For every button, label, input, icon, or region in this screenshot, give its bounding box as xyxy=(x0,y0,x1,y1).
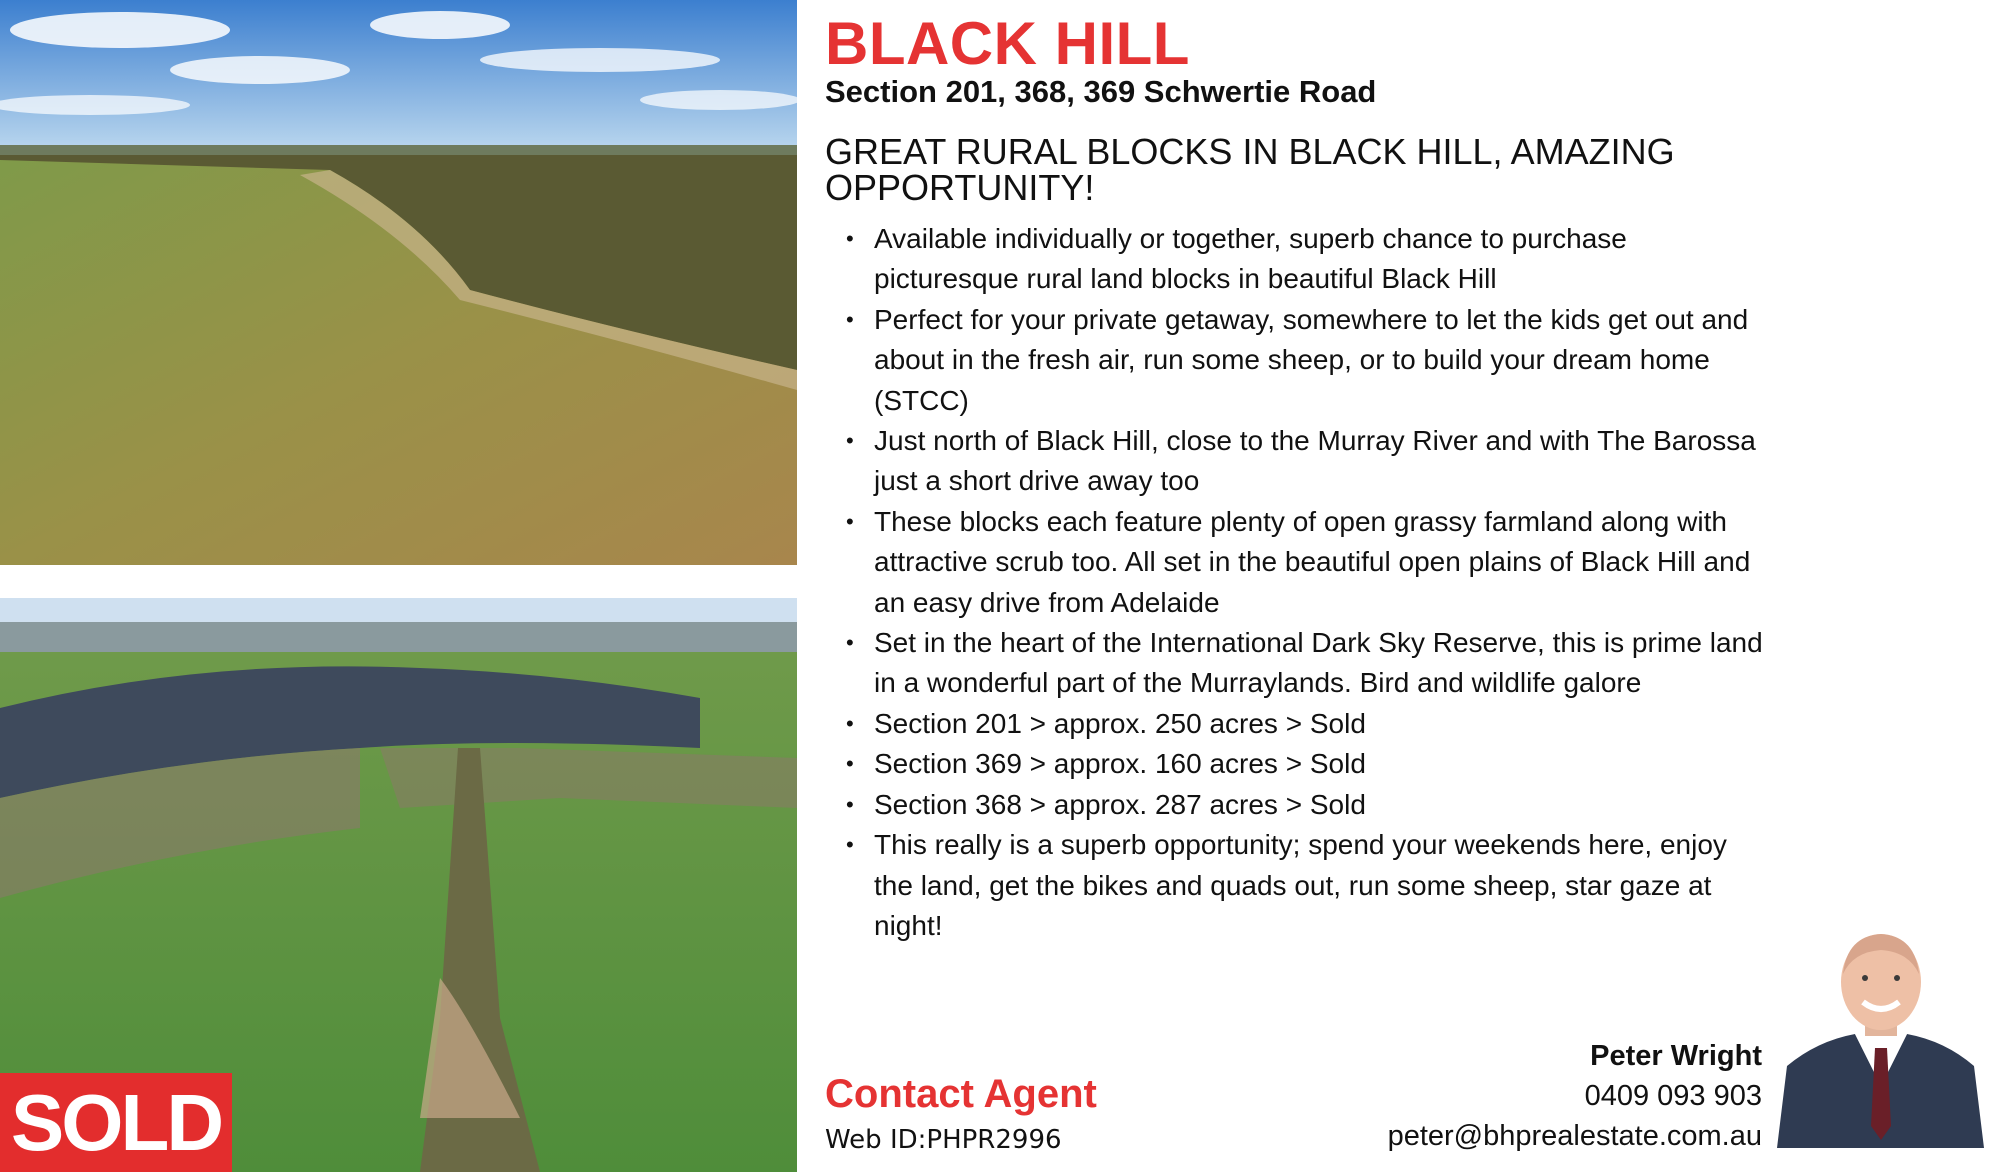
feature-text: Just north of Black Hill, close to the Murray River and with The Barossa just a short drive away too xyxy=(874,425,1756,497)
bullet-icon: • xyxy=(846,630,854,656)
bullet-icon: • xyxy=(846,791,854,817)
aerial-photo-top xyxy=(0,0,797,565)
bullet-icon: • xyxy=(846,428,854,454)
bullet-icon: • xyxy=(846,226,854,251)
sold-badge-label: SOLD xyxy=(10,1077,222,1167)
feature-text: This really is a superb opportunity; spend your weekends here, enjoy the land, get the bikes and quads out, run some sheep, star gaze at night! xyxy=(874,829,1727,941)
bullet-icon: • xyxy=(846,508,854,534)
feature-text: These blocks each feature plenty of open grassy farmland along with attractive scrub too. All set in the beautiful open plains of Black Hill and an easy drive from Adelaide xyxy=(874,505,1751,618)
feature-text: Set in the heart of the International Dark Sky Reserve, this is prime land in a wonderful part of the Murraylands. Bird and wildlife galore xyxy=(874,627,1763,699)
feature-item xyxy=(825,825,1765,946)
web-id: Web ID:PHPR2996 xyxy=(825,1125,1062,1155)
feature-item xyxy=(825,744,1765,784)
contact-agent-heading: Contact Agent xyxy=(825,1072,1097,1116)
listing-headline: GREAT RURAL BLOCKS IN BLACK HILL, AMAZING OPPORTUNITY! xyxy=(825,131,1675,208)
agent-details xyxy=(1388,1036,1762,1156)
feature-text: Section 368 > approx. 287 acres > Sold xyxy=(874,788,1366,820)
feature-text: Perfect for your private getaway, somewhere to let the kids get out and about in the fresh air, run some sheep, or to build your dream home (STCC) xyxy=(874,303,1749,416)
agent-phone-link[interactable]: 0409 093 903 xyxy=(1584,1080,1762,1112)
agent-name: Peter Wright xyxy=(1590,1040,1762,1072)
feature-item xyxy=(825,623,1765,704)
feature-text: Section 201 > approx. 250 acres > Sold xyxy=(874,707,1366,739)
bullet-icon: • xyxy=(846,710,854,736)
bullet-icon: • xyxy=(846,306,854,332)
agent-email-link[interactable]: peter@bhprealestate.com.au xyxy=(1387,1120,1762,1152)
sold-badge xyxy=(0,1073,232,1172)
feature-text: Available individually or together, superb chance to purchase picturesque rural land blocks in beautiful Black Hill xyxy=(874,223,1627,295)
feature-item xyxy=(825,785,1765,825)
feature-item xyxy=(825,704,1765,744)
feature-item xyxy=(825,421,1765,502)
bullet-icon: • xyxy=(846,751,854,777)
feature-text: Section 369 > approx. 160 acres > Sold xyxy=(874,748,1366,780)
feature-item xyxy=(825,300,1765,421)
listing-address: Section 201, 368, 369 Schwertie Road xyxy=(825,74,1377,109)
feature-list xyxy=(825,219,1765,946)
feature-item xyxy=(825,502,1765,623)
listing-title: BLACK HILL xyxy=(825,10,1190,77)
agent-headshot xyxy=(1777,926,1984,1148)
feature-item xyxy=(825,219,1765,300)
bullet-icon: • xyxy=(846,832,854,858)
